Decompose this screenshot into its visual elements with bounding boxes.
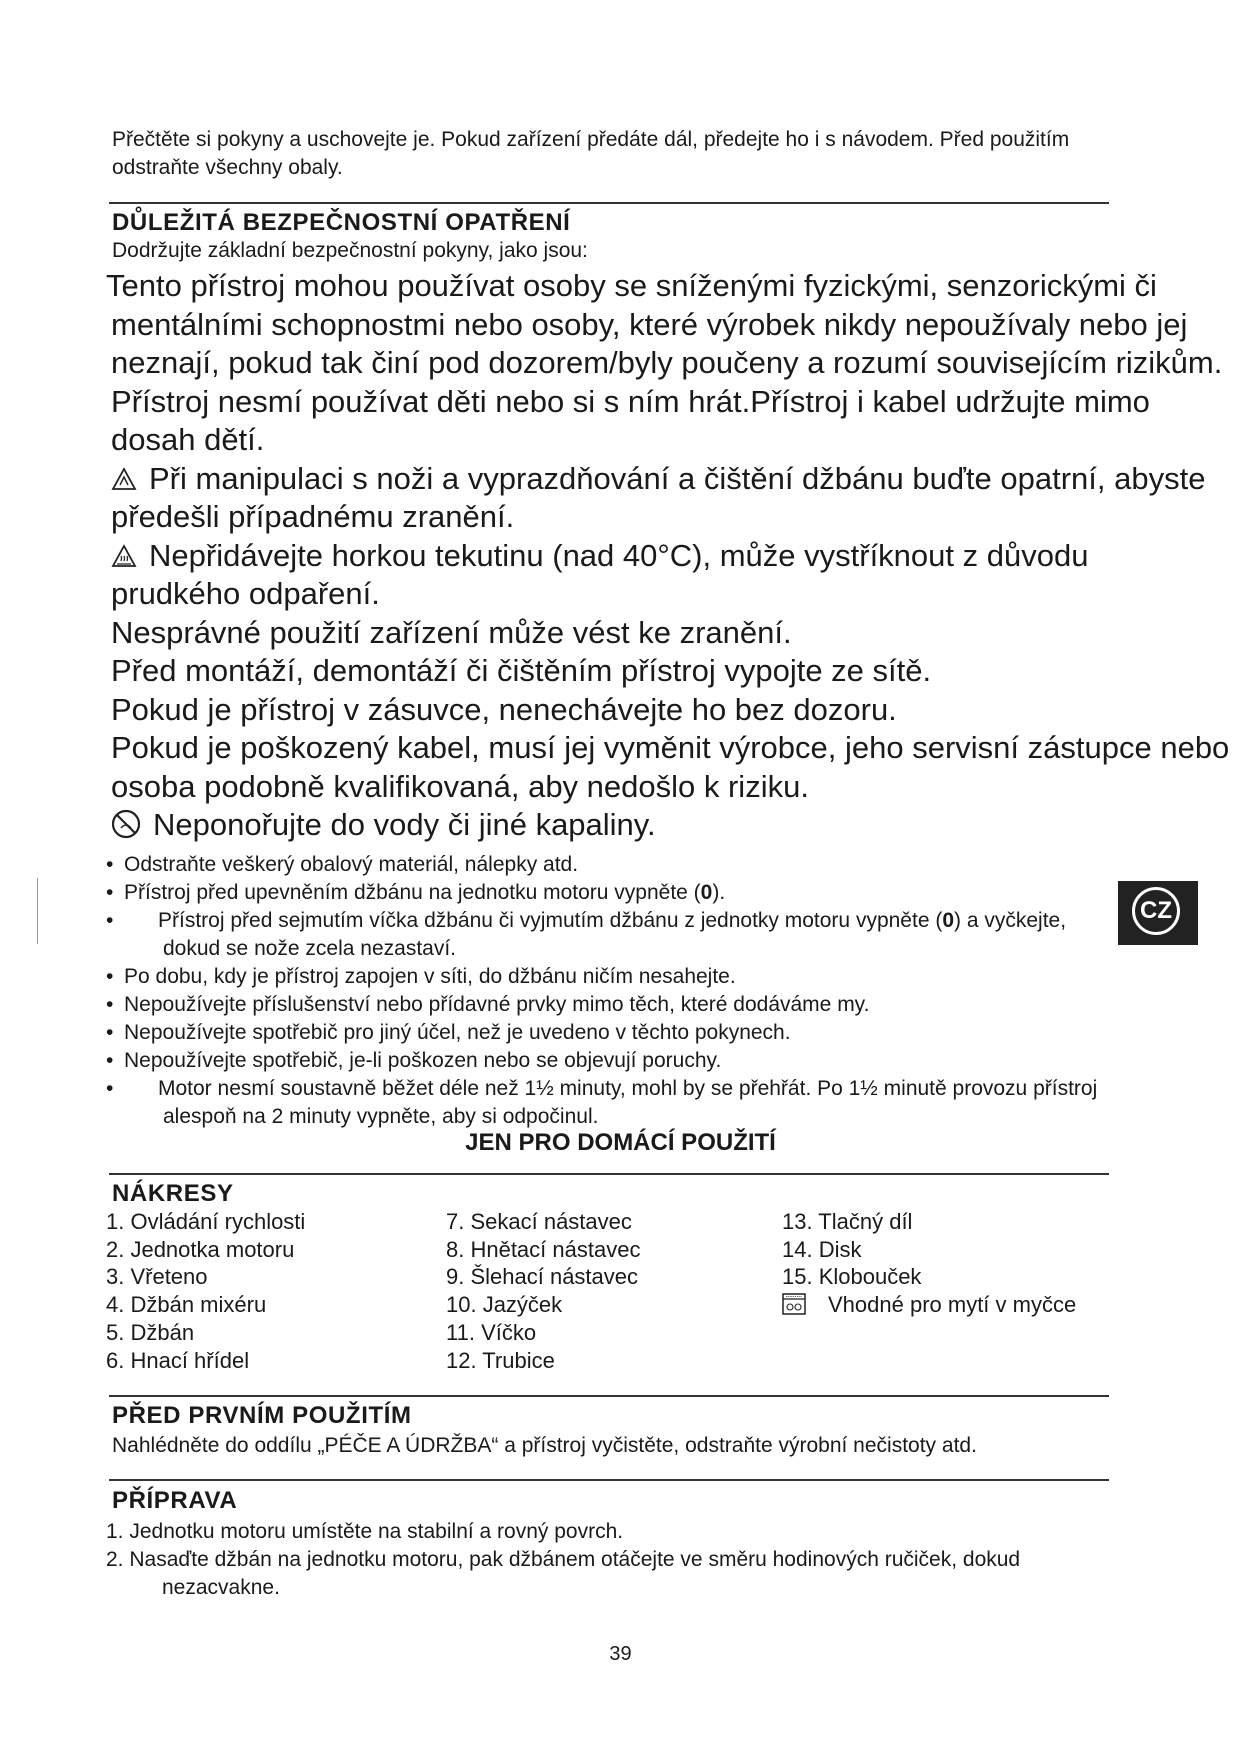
- safety-line: prudkého odpaření.: [111, 576, 380, 611]
- part-item: 10. Jazýček: [446, 1292, 563, 1318]
- safety-line: dosah dětí.: [111, 422, 265, 457]
- part-item: 11. Víčko: [446, 1319, 537, 1345]
- safety-line: Před montáží, demontáží či čištěním přístroj vypojte ze sítě.: [111, 653, 932, 688]
- part-item: 9. Šlehací nástavec: [446, 1264, 639, 1290]
- country-badge: [1118, 881, 1198, 945]
- bullet: •: [106, 1049, 114, 1072]
- part-item: 7. Sekací nástavec: [446, 1209, 632, 1234]
- section-rule: [109, 1395, 1109, 1397]
- dishwasher-icon: [782, 1293, 806, 1315]
- section-rule: [109, 1173, 1109, 1175]
- part-item: 15. Klobouček: [782, 1264, 922, 1290]
- country-code: CZ: [1140, 897, 1172, 924]
- safety-line: neznají, pokud tak činí pod dozorem/byly poučeny a rozumí souvisejícím rizikům.: [111, 345, 1223, 380]
- list-item: • Motor nesmí soustavně běžet déle než 1½ minuty, mohl by se přehřát. Po 1½ minutě provozu přístroj alespoň na 2 minuty vypněte, aby si odpočinul.: [106, 1077, 1098, 1128]
- domestic-use-heading: JEN PRO DOMÁCÍ POUŽITÍ: [465, 1129, 776, 1156]
- part-item: 3. Vřeteno: [106, 1264, 208, 1290]
- list-item: • Nepoužívejte spotřebič pro jiný účel, než je uvedeno v těchto pokynech.: [106, 1019, 1126, 1047]
- bullet: •: [106, 909, 114, 932]
- part-item: 4. Džbán mixéru: [106, 1292, 267, 1318]
- list-item: • Po dobu, kdy je přístroj zapojen v síti, do džbánu ničím nesahejte.: [106, 963, 1126, 991]
- safety-subheading: Dodržujte základní bezpečnostní pokyny, jako jsou:: [112, 239, 588, 262]
- part-item: 1. Ovládání rychlosti: [106, 1209, 306, 1234]
- part-item: 12. Trubice: [446, 1347, 555, 1373]
- warning-triangle-icon: [111, 467, 137, 491]
- no-immersion-icon: [111, 809, 141, 839]
- safety-line: Tento přístroj mohou používat osoby se sníženými fyzickými, senzorickými či: [106, 268, 1157, 303]
- part-item: 8. Hnětací nástavec: [446, 1236, 641, 1262]
- bullet: •: [106, 1077, 114, 1100]
- list-item: • Přístroj před upevněním džbánu na jednotku motoru vypněte (0).: [106, 879, 1126, 907]
- margin-line: [37, 878, 38, 944]
- warning-water: Neponořujte do vody či jiné kapaliny.: [106, 806, 1229, 845]
- preparation-heading: PŘÍPRAVA: [112, 1487, 238, 1514]
- safety-line: předešli případnému zranění.: [111, 499, 515, 534]
- bullet: •: [106, 1021, 114, 1044]
- list-item: • Nepoužívejte spotřebič, je-li poškozen nebo se objevují poruchy.: [106, 1047, 1126, 1075]
- section-rule: [109, 202, 1109, 204]
- drawings-heading: NÁKRESY: [112, 1180, 234, 1207]
- bullet: •: [106, 993, 114, 1016]
- page-number: 39: [609, 1643, 632, 1665]
- warning-blades: Při manipulaci s noži a vyprazdňování a čištění džbánu buďte opatrní, abyste: [106, 460, 1229, 499]
- safety-main-text: [106, 267, 1229, 845]
- safety-line: Pokud je přístroj v zásuvce, nenechávejte ho bez dozoru.: [111, 691, 897, 727]
- intro-text: Přečtěte si pokyny a uschovejte je. Pokud zařízení předáte dál, předejte ho i s návodem. Před použitím odstraňte všechny obaly.: [112, 128, 1070, 179]
- bullet: •: [106, 881, 114, 904]
- list-item: • Odstraňte veškerý obalový materiál, nálepky atd.: [106, 851, 1126, 879]
- preparation-steps: [106, 1518, 1020, 1602]
- safety-line: mentálními schopnostmi nebo osoby, které výrobek nikdy nepoužívaly nebo jej: [111, 306, 1188, 342]
- drawings-col-3: [782, 1208, 1076, 1319]
- part-item: 14. Disk: [782, 1236, 862, 1262]
- safety-line: Pokud je poškozený kabel, musí jej vyměnit výrobce, jeho servisní zástupce nebo: [111, 730, 1230, 765]
- warning-hot: Nepřidávejte horkou tekutinu (nad 40°C), může vystříknout z důvodu: [106, 537, 1229, 576]
- first-use-heading: PŘED PRVNÍM POUŽITÍM: [112, 1402, 412, 1429]
- part-item: 6. Hnací hřídel: [106, 1347, 250, 1373]
- dishwasher-note: Vhodné pro mytí v myčce: [782, 1291, 1076, 1319]
- bullet: •: [106, 853, 114, 876]
- preparation-step: 1. Jednotku motoru umístěte na stabilní a rovný povrch.: [106, 1520, 624, 1543]
- preparation-step-cont: nezacvakne.: [162, 1576, 280, 1599]
- part-item: 5. Džbán: [106, 1319, 195, 1345]
- safety-line: Nesprávné použití zařízení může vést ke zranění.: [111, 614, 792, 650]
- part-item: 13. Tlačný díl: [782, 1209, 913, 1234]
- safety-heading: DŮLEŽITÁ BEZPEČNOSTNÍ OPATŘENÍ: [112, 209, 571, 236]
- safety-line: Přístroj nesmí používat děti nebo si s ním hrát.Přístroj i kabel udržujte mimo: [111, 383, 1150, 419]
- list-item: • Přístroj před sejmutím víčka džbánu či vyjmutím džbánu z jednotky motoru vypněte (0) a vyčkejte, dokud se nože zcela nezastaví.: [106, 909, 1067, 960]
- list-item: • Nepoužívejte příslušenství nebo přídavné prvky mimo těch, které dodáváme my.: [106, 991, 1126, 1019]
- part-item: 2. Jednotka motoru: [106, 1236, 295, 1262]
- section-rule: [109, 1479, 1109, 1481]
- bullet: •: [106, 965, 114, 988]
- first-use-text: Nahlédněte do oddílu „PÉČE A ÚDRŽBA“ a přístroj vyčistěte, odstraňte výrobní nečistoty atd.: [112, 1434, 977, 1457]
- drawings-col-1: [106, 1208, 305, 1374]
- hot-liquid-warning-icon: [111, 544, 137, 568]
- safety-bullets: [106, 851, 1126, 1131]
- safety-line: osoba podobně kvalifikovaná, aby nedošlo k riziku.: [111, 768, 809, 804]
- drawings-col-2: [446, 1208, 640, 1374]
- preparation-step: 2. Nasaďte džbán na jednotku motoru, pak džbánem otáčejte ve směru hodinových ručiček, dokud: [106, 1548, 1021, 1571]
